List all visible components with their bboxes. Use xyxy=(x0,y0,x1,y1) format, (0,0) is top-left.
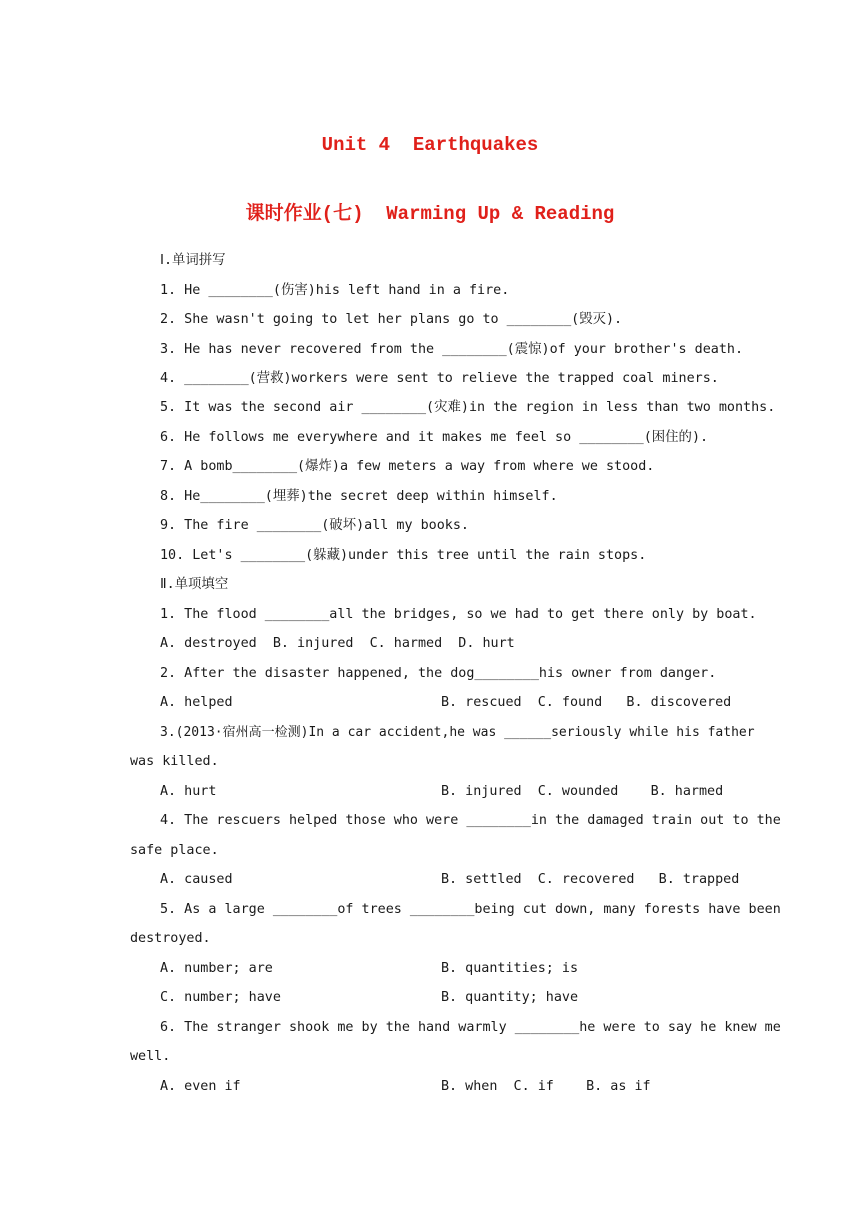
spelling-item: 7. A bomb________(爆炸)a few meters a way from where we stood. xyxy=(160,459,655,474)
spelling-item: 4. ________(营救)workers were sent to relieve the trapped coal miners. xyxy=(160,371,719,386)
question-stem: 1. The flood ________all the bridges, so we had to get there only by boat. xyxy=(160,607,757,622)
question-stem-continued: safe place. xyxy=(130,843,219,858)
option-c: C. number; have xyxy=(160,990,281,1005)
option-a: A. helped xyxy=(160,695,233,710)
section-heading-spelling: Ⅰ.单词拼写 xyxy=(160,253,226,268)
option-d: B. quantity; have xyxy=(441,990,579,1005)
options-rest: B. rescued C. found B. discovered xyxy=(441,695,732,710)
spelling-item: 1. He ________(伤害)his left hand in a fire. xyxy=(160,283,510,298)
option-a: A. even if xyxy=(160,1079,241,1094)
options-rest: B. injured C. wounded B. harmed xyxy=(441,784,724,799)
spelling-item: 6. He follows me everywhere and it makes me feel so ________(困住的). xyxy=(160,430,709,445)
question-stem: 5. As a large ________of trees ________being cut down, many forests have been xyxy=(160,902,781,917)
spelling-item: 5. It was the second air ________(灾难)in the region in less than two months. xyxy=(160,400,776,415)
lesson-subtitle: 课时作业(七) Warming Up & Reading xyxy=(245,203,615,225)
spelling-item: 2. She wasn't going to let her plans go to ________(毁灭). xyxy=(160,312,623,327)
question-stem-continued: well. xyxy=(130,1049,171,1064)
spelling-item: 10. Let's ________(躲藏)under this tree until the rain stops. xyxy=(160,548,647,563)
spelling-item: 3. He has never recovered from the ________(震惊)of your brother's death. xyxy=(160,342,744,357)
option-a: A. caused xyxy=(160,872,233,887)
section-heading-choice: Ⅱ.单项填空 xyxy=(160,577,229,592)
question-options: A. destroyed B. injured C. harmed D. hurt xyxy=(160,636,515,651)
options-rest: B. when C. if B. as if xyxy=(441,1079,651,1094)
option-a: A. number; are xyxy=(160,961,273,976)
question-stem: 2. After the disaster happened, the dog________his owner from danger. xyxy=(160,666,717,681)
question-stem-continued: destroyed. xyxy=(130,931,211,946)
option-a: A. hurt xyxy=(160,784,217,799)
spelling-item: 8. He________(埋葬)the secret deep within himself. xyxy=(160,489,558,504)
question-stem: 6. The stranger shook me by the hand warmly ________he were to say he knew me xyxy=(160,1020,781,1035)
question-stem: 4. The rescuers helped those who were ________in the damaged train out to the xyxy=(160,813,781,828)
question-stem: 3.(2013·宿州高一检测)In a car accident,he was ______seriously while his father xyxy=(160,725,755,740)
spelling-item: 9. The fire ________(破坏)all my books. xyxy=(160,518,469,533)
unit-title: Unit 4 Earthquakes xyxy=(321,134,539,156)
question-stem-continued: was killed. xyxy=(130,754,219,769)
option-b: B. quantities; is xyxy=(441,961,579,976)
options-rest: B. settled C. recovered B. trapped xyxy=(441,872,740,887)
